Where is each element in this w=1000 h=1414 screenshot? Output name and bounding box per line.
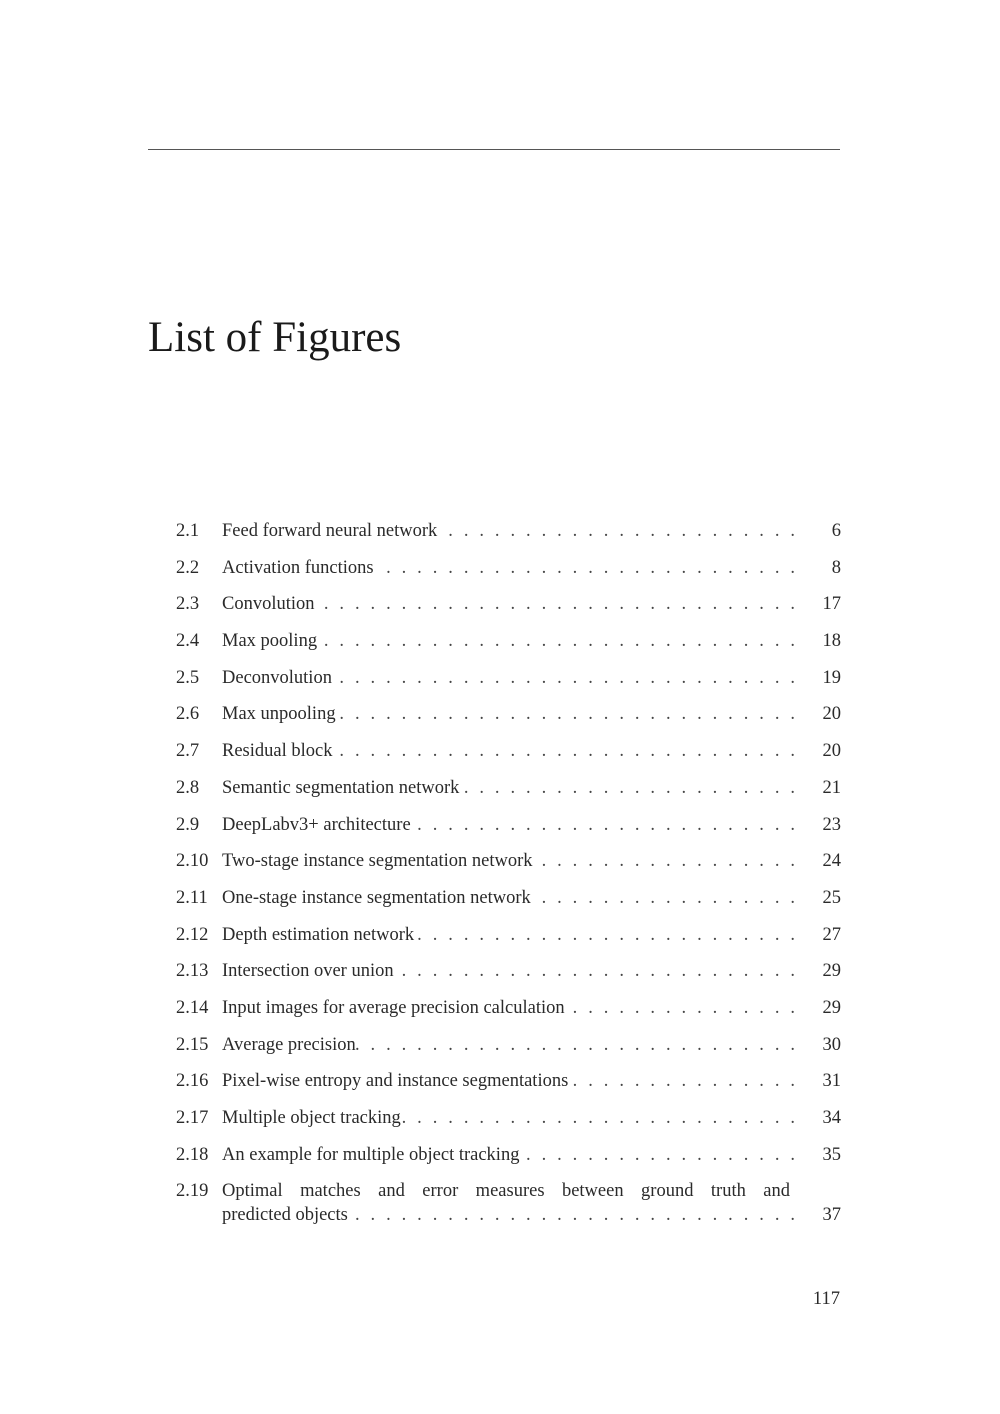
figure-page: 30 (822, 1034, 841, 1055)
lof-entry[interactable] (176, 959, 841, 996)
lof-entry[interactable] (176, 1069, 841, 1106)
figure-caption-line-1: Optimal matches and error measures between ground truth and (222, 1181, 790, 1202)
dot-leader (568, 1069, 799, 1093)
dot-leader (336, 702, 799, 726)
figure-page: 37 (822, 1205, 841, 1226)
dot-leader (317, 629, 799, 653)
figure-number: 2.4 (176, 631, 200, 652)
figure-number: 2.5 (176, 667, 200, 688)
figure-caption: Deconvolution (222, 667, 332, 688)
lof-entry[interactable] (176, 592, 841, 629)
figure-caption: Two-stage instance segmentation network (222, 851, 533, 872)
figure-number: 2.8 (176, 777, 200, 798)
lof-entry[interactable] (176, 923, 841, 960)
figure-number: 2.10 (176, 851, 209, 872)
figure-page: 35 (822, 1144, 841, 1165)
figure-caption: Max pooling (222, 631, 318, 652)
figure-caption: Intersection over union (222, 961, 394, 982)
dot-leader (315, 592, 799, 616)
lof-entry[interactable] (176, 886, 841, 923)
figure-page: 18 (822, 631, 841, 652)
figure-caption: Convolution (222, 594, 315, 615)
figure-number: 2.17 (176, 1108, 209, 1128)
lof-entry[interactable] (176, 666, 841, 703)
dot-leader (519, 1143, 799, 1167)
figure-page: 24 (822, 851, 841, 872)
figure-number: 2.6 (176, 704, 200, 725)
dot-leader (348, 1203, 799, 1227)
figure-number: 2.18 (176, 1144, 209, 1165)
figure-caption: DeepLabv3+ architecture (222, 814, 411, 835)
dot-leader (411, 813, 799, 837)
dot-leader (374, 556, 799, 580)
figure-caption: Max unpooling (222, 704, 336, 725)
lof-entry[interactable] (176, 813, 841, 850)
figure-number: 2.14 (176, 997, 209, 1018)
figure-number: 2.15 (176, 1034, 209, 1055)
figure-page: 34 (822, 1108, 841, 1128)
figure-page: 17 (822, 594, 841, 615)
figure-caption: Input images for average precision calculation (222, 997, 565, 1018)
dot-leader (459, 776, 799, 800)
figure-number: 2.16 (176, 1071, 209, 1092)
header-rule (148, 149, 840, 150)
figure-page: 23 (822, 814, 841, 835)
figure-page: 29 (822, 997, 841, 1018)
dot-leader (332, 666, 799, 690)
lof-entry[interactable] (176, 1179, 841, 1239)
lof-entry[interactable] (176, 556, 841, 593)
lof-entry[interactable] (176, 1143, 841, 1180)
figure-caption: An example for multiple object tracking (222, 1144, 520, 1165)
figure-page: 20 (822, 704, 841, 725)
figure-page: 6 (831, 521, 841, 541)
figure-number: 2.3 (176, 594, 200, 615)
dot-leader (394, 959, 799, 983)
figure-number: 2.19 (176, 1181, 209, 1202)
figure-number: 2.12 (176, 924, 209, 945)
figure-number: 2.1 (176, 521, 200, 541)
dot-leader (437, 519, 799, 543)
figure-caption: Pixel-wise entropy and instance segmentations (222, 1071, 569, 1092)
figure-caption: Residual block (222, 741, 333, 762)
dot-leader (332, 739, 799, 763)
lof-entry[interactable] (176, 1033, 841, 1070)
figure-number: 2.13 (176, 961, 209, 982)
lof-entry[interactable] (176, 519, 841, 556)
dot-leader (565, 996, 799, 1020)
figure-number: 2.11 (176, 887, 208, 908)
figure-caption: One-stage instance segmentation network (222, 887, 531, 908)
figure-number: 2.9 (176, 814, 200, 835)
figure-number: 2.2 (176, 557, 200, 578)
lof-entry[interactable] (176, 776, 841, 813)
list-of-figures (176, 519, 841, 1239)
figure-page: 25 (822, 887, 841, 908)
figure-caption: Semantic segmentation network (222, 777, 460, 798)
lof-entry[interactable] (176, 739, 841, 776)
lof-entry[interactable] (176, 702, 841, 739)
figure-number: 2.7 (176, 741, 200, 762)
lof-entry[interactable] (176, 996, 841, 1033)
figure-page: 29 (822, 961, 841, 982)
dot-leader (356, 1033, 799, 1057)
figure-caption: Multiple object tracking (222, 1108, 401, 1128)
figure-page: 27 (822, 924, 841, 945)
dot-leader (414, 923, 799, 947)
page-title: List of Figures (148, 314, 402, 361)
figure-caption: Feed forward neural network (222, 521, 438, 541)
dot-leader (533, 849, 799, 873)
figure-page: 8 (831, 557, 841, 578)
figure-page: 21 (822, 777, 841, 798)
figure-caption: Activation functions (222, 557, 374, 578)
page-number: 117 (812, 1289, 840, 1309)
figure-caption-line-2: predicted objects (222, 1205, 348, 1226)
lof-entry[interactable] (176, 849, 841, 886)
figure-caption: Depth estimation network (222, 924, 415, 945)
lof-entry[interactable] (176, 629, 841, 666)
dot-leader (401, 1106, 799, 1130)
dot-leader (531, 886, 799, 910)
figure-page: 19 (822, 667, 841, 688)
figure-page: 20 (822, 741, 841, 762)
figure-page: 31 (822, 1071, 841, 1092)
lof-entry[interactable] (176, 1106, 841, 1143)
figure-caption: Average precision (222, 1034, 356, 1055)
